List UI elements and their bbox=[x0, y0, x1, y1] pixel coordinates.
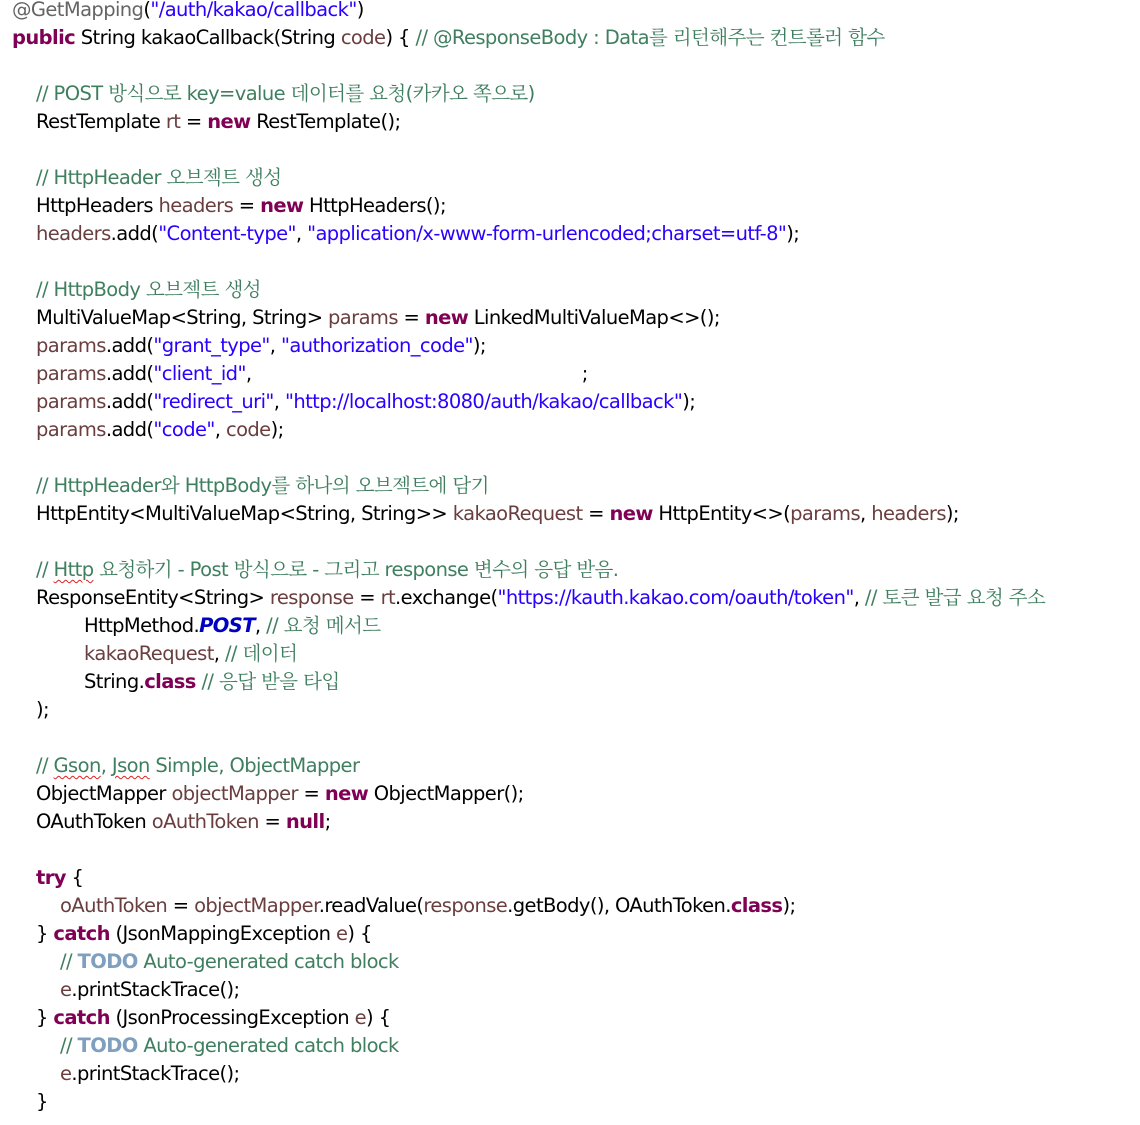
code-token: // 요청 메서드 bbox=[266, 614, 381, 637]
code-token: .printStackTrace(); bbox=[71, 978, 240, 1001]
code-token: params bbox=[36, 362, 106, 385]
code-token: class bbox=[730, 894, 783, 917]
code-line[interactable] bbox=[36, 332, 486, 360]
code-token: response bbox=[423, 894, 508, 917]
code-token: e bbox=[354, 1006, 366, 1029]
code-token: // bbox=[36, 558, 54, 581]
code-token: Gson bbox=[53, 754, 101, 777]
code-token: response bbox=[269, 586, 354, 609]
code-token: 요청하기 - Post 방식으로 - 그리고 response 변수의 응답 받음. bbox=[93, 558, 619, 581]
code-line[interactable] bbox=[36, 584, 1045, 612]
code-token: kakaoRequest bbox=[452, 502, 583, 525]
code-line[interactable] bbox=[36, 1004, 390, 1032]
code-token: POST bbox=[199, 614, 255, 637]
code-token: Auto-generated catch block bbox=[137, 1034, 399, 1057]
code-token: HttpEntity<MultiValueMap<String, String>> bbox=[36, 502, 453, 525]
code-token: objectMapper bbox=[194, 894, 319, 917]
code-token: e bbox=[60, 1062, 72, 1085]
code-token: // bbox=[36, 754, 54, 777]
code-token: "client_id" bbox=[153, 362, 246, 385]
code-token: new bbox=[324, 782, 369, 805]
code-token: = bbox=[397, 306, 425, 329]
code-token: } bbox=[36, 1006, 54, 1029]
code-line[interactable] bbox=[36, 360, 588, 388]
code-token: Json bbox=[111, 754, 150, 777]
code-token: , ; bbox=[245, 362, 588, 385]
code-line[interactable] bbox=[36, 500, 959, 528]
code-token: ); bbox=[472, 334, 486, 357]
code-line[interactable] bbox=[36, 780, 524, 808]
code-token: String kakaoCallback(String bbox=[75, 26, 341, 49]
code-line[interactable] bbox=[60, 1060, 240, 1088]
code-token: ObjectMapper(); bbox=[368, 782, 524, 805]
code-token: , bbox=[295, 222, 308, 245]
code-token: // POST 방식으로 key=value 데이터를 요청(카카오 쪽으로) bbox=[36, 82, 535, 105]
code-token: , bbox=[273, 390, 285, 413]
code-token: params bbox=[36, 418, 106, 441]
code-token: ) { bbox=[366, 1006, 391, 1029]
code-token: = bbox=[353, 586, 381, 609]
code-token: params bbox=[36, 390, 106, 413]
code-token: null bbox=[285, 810, 325, 833]
code-token: "Content-type" bbox=[158, 222, 296, 245]
code-line[interactable] bbox=[36, 388, 695, 416]
code-token: code bbox=[225, 418, 271, 441]
code-token: ); bbox=[36, 698, 49, 721]
code-line[interactable] bbox=[36, 192, 446, 220]
code-token: TODO bbox=[77, 950, 138, 973]
code-token: try bbox=[36, 866, 66, 889]
code-line[interactable] bbox=[36, 864, 83, 892]
code-line[interactable] bbox=[36, 472, 489, 500]
code-line[interactable] bbox=[36, 80, 535, 108]
code-line[interactable] bbox=[60, 948, 399, 976]
code-token: new bbox=[260, 194, 304, 217]
code-token: // HttpHeader와 HttpBody를 하나의 오브젝트에 담기 bbox=[36, 474, 489, 497]
code-token: ); bbox=[270, 418, 284, 441]
code-token: , bbox=[269, 334, 281, 357]
code-token: rt bbox=[380, 586, 396, 609]
code-token: ) bbox=[356, 0, 364, 21]
code-line[interactable] bbox=[36, 220, 799, 248]
code-token: (JsonMappingException bbox=[109, 922, 336, 945]
code-token: code bbox=[340, 26, 386, 49]
code-token: // bbox=[60, 950, 78, 973]
code-token: "code" bbox=[153, 418, 215, 441]
code-token: headers bbox=[158, 194, 234, 217]
code-token: oAuthToken bbox=[151, 810, 259, 833]
code-line[interactable] bbox=[12, 24, 885, 52]
code-token: } bbox=[36, 1090, 48, 1113]
code-token: { bbox=[65, 866, 84, 889]
code-token: // 응답 받을 타입 bbox=[201, 670, 340, 693]
code-token: Auto-generated catch block bbox=[137, 950, 399, 973]
code-token: = bbox=[258, 810, 286, 833]
code-line[interactable] bbox=[36, 808, 331, 836]
code-token: = bbox=[582, 502, 610, 525]
code-token: e bbox=[60, 978, 72, 1001]
code-token: ); bbox=[945, 502, 959, 525]
code-token: // bbox=[60, 1034, 78, 1057]
code-line[interactable] bbox=[84, 612, 380, 640]
code-line[interactable] bbox=[36, 416, 284, 444]
code-token: ) { bbox=[347, 922, 372, 945]
code-token: HttpHeaders(); bbox=[303, 194, 446, 217]
code-token: Simple, ObjectMapper bbox=[149, 754, 360, 777]
code-token: ObjectMapper bbox=[36, 782, 172, 805]
code-token: "authorization_code" bbox=[280, 334, 473, 357]
code-token: = bbox=[180, 110, 208, 133]
code-token: ); bbox=[786, 222, 800, 245]
code-line[interactable] bbox=[36, 752, 359, 780]
code-token: LinkedMultiValueMap<>(); bbox=[468, 306, 720, 329]
code-token: class bbox=[144, 670, 196, 693]
code-token: .add( bbox=[105, 418, 154, 441]
code-token: new bbox=[207, 110, 251, 133]
code-token: // 데이터 bbox=[224, 642, 298, 665]
code-token: "/auth/kakao/callback" bbox=[150, 0, 357, 21]
code-token: ( bbox=[143, 0, 151, 21]
code-token: } bbox=[36, 922, 54, 945]
code-token: .add( bbox=[110, 222, 159, 245]
code-line[interactable] bbox=[84, 668, 340, 696]
code-token: // 토큰 발급 요청 주소 bbox=[864, 586, 1046, 609]
code-token: headers bbox=[871, 502, 946, 525]
code-token: ; bbox=[324, 810, 331, 833]
code-token: String. bbox=[84, 670, 145, 693]
code-token: TODO bbox=[77, 1034, 138, 1057]
code-token: ); bbox=[682, 390, 696, 413]
code-line[interactable] bbox=[12, 0, 364, 24]
code-token: // HttpBody 오브젝트 생성 bbox=[36, 278, 261, 301]
code-token: "https://kauth.kakao.com/oauth/token" bbox=[497, 586, 854, 609]
code-token: "application/x-www-form-urlencoded;charset=utf-8" bbox=[307, 222, 787, 245]
code-token: ResponseEntity<String> bbox=[36, 586, 270, 609]
code-token: , bbox=[254, 614, 267, 637]
code-line[interactable] bbox=[36, 696, 49, 724]
code-token: new bbox=[424, 306, 469, 329]
code-token: = bbox=[233, 194, 261, 217]
code-token: (JsonProcessingException bbox=[109, 1006, 355, 1029]
code-token: headers bbox=[36, 222, 111, 245]
code-token: // HttpHeader 오브젝트 생성 bbox=[36, 166, 282, 189]
code-token: .printStackTrace(); bbox=[71, 1062, 240, 1085]
code-line[interactable] bbox=[36, 920, 372, 948]
code-token: HttpHeaders bbox=[36, 194, 159, 217]
code-line[interactable] bbox=[36, 164, 282, 192]
code-line[interactable] bbox=[36, 1088, 48, 1116]
code-token: params bbox=[790, 502, 861, 525]
code-token: RestTemplate(); bbox=[250, 110, 401, 133]
code-token: catch bbox=[53, 1006, 110, 1029]
code-token: ) { bbox=[385, 26, 416, 49]
code-token: OAuthToken bbox=[36, 810, 152, 833]
code-token: oAuthToken bbox=[60, 894, 168, 917]
code-token: , bbox=[100, 754, 112, 777]
code-token: HttpEntity<>( bbox=[652, 502, 791, 525]
code-token: .add( bbox=[105, 334, 154, 357]
code-token: objectMapper bbox=[171, 782, 298, 805]
code-line[interactable] bbox=[60, 1032, 399, 1060]
code-token: rt bbox=[165, 110, 181, 133]
code-token: , bbox=[214, 418, 226, 441]
code-token: params bbox=[36, 334, 106, 357]
code-token: MultiValueMap<String, String> bbox=[36, 306, 329, 329]
code-token: public bbox=[12, 26, 76, 49]
code-line[interactable] bbox=[36, 556, 618, 584]
code-token: = bbox=[297, 782, 325, 805]
code-line[interactable] bbox=[36, 108, 400, 136]
code-token: catch bbox=[53, 922, 110, 945]
code-token: .readValue( bbox=[318, 894, 424, 917]
code-token: params bbox=[328, 306, 398, 329]
code-token: kakaoRequest bbox=[84, 642, 214, 665]
code-token: ); bbox=[782, 894, 796, 917]
code-token: = bbox=[167, 894, 195, 917]
code-token: .add( bbox=[105, 362, 154, 385]
code-line[interactable] bbox=[36, 304, 720, 332]
code-token: .getBody(), OAuthToken. bbox=[507, 894, 731, 917]
code-token: "redirect_uri" bbox=[153, 390, 274, 413]
code-token: "grant_type" bbox=[153, 334, 270, 357]
code-token: HttpMethod. bbox=[84, 614, 200, 637]
code-token: "http://localhost:8080/auth/kakao/callback" bbox=[285, 390, 683, 413]
code-line[interactable] bbox=[60, 892, 795, 920]
code-token: , bbox=[213, 642, 225, 665]
code-token: e bbox=[335, 922, 348, 945]
code-token: , bbox=[860, 502, 872, 525]
code-token: .add( bbox=[105, 390, 154, 413]
code-token: // @ResponseBody : Data를 리턴해주는 컨트롤러 함수 bbox=[415, 26, 885, 49]
code-token: new bbox=[609, 502, 653, 525]
code-token: .exchange( bbox=[395, 586, 498, 609]
code-token: Http bbox=[53, 558, 94, 581]
code-line[interactable] bbox=[60, 976, 240, 1004]
code-token: @GetMapping bbox=[12, 0, 144, 21]
code-token: RestTemplate bbox=[36, 110, 166, 133]
code-line[interactable] bbox=[84, 640, 297, 668]
code-token: , bbox=[853, 586, 865, 609]
code-line[interactable] bbox=[36, 276, 261, 304]
